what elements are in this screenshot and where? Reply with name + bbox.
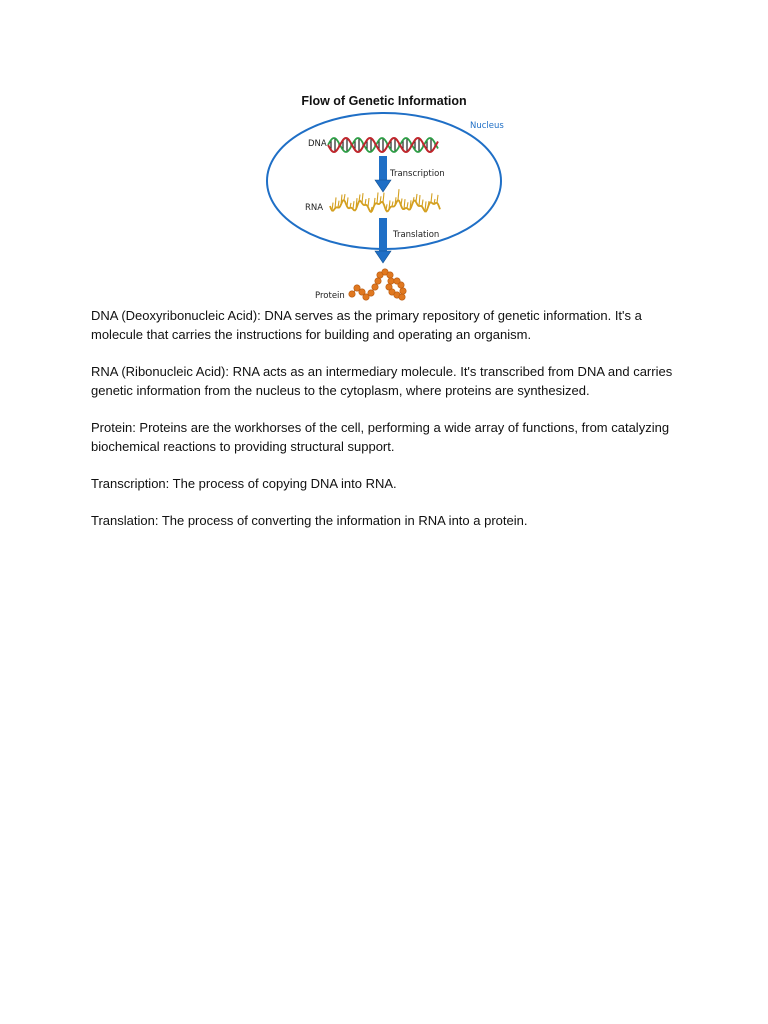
paragraph-protein: Protein: Proteins are the workhorses of the cell, performing a wide array of functions, from catalyzing biochemical reactions to providing structural support.: [91, 420, 670, 454]
paragraph-dna: DNA (Deoxyribonucleic Acid): DNA serves as the primary repository of genetic information. It's a molecule that carries the instructions for building and operating an organism.: [91, 308, 642, 342]
rna-strand-icon: [330, 189, 440, 212]
protein-chain-icon: [349, 269, 406, 300]
paragraph-translation: Translation: The process of converting the information in RNA into a protein.: [91, 513, 528, 528]
rna-label: RNA: [305, 203, 324, 213]
dna-helix-icon: [328, 138, 438, 152]
paragraph-rna: RNA (Ribonucleic Acid): RNA acts as an intermediary molecule. It's transcribed from DNA and carries genetic information from the nucleus to the cytoplasm, where proteins are synthesized.: [91, 364, 673, 398]
body-text: [91, 306, 691, 548]
protein-label: Protein: [315, 291, 345, 301]
paragraph-transcription: Transcription: The process of copying DNA into RNA.: [91, 476, 397, 491]
dna-label: DNA: [308, 139, 327, 149]
translation-label: Translation: [393, 230, 440, 240]
genetic-flow-diagram: [0, 0, 768, 310]
nucleus-label: Nucleus: [470, 121, 504, 131]
arrow-down-icon: [375, 156, 391, 192]
arrow-down-icon: [375, 218, 391, 263]
diagram-title: Flow of Genetic Information: [301, 94, 467, 108]
transcription-label: Transcription: [390, 169, 445, 179]
